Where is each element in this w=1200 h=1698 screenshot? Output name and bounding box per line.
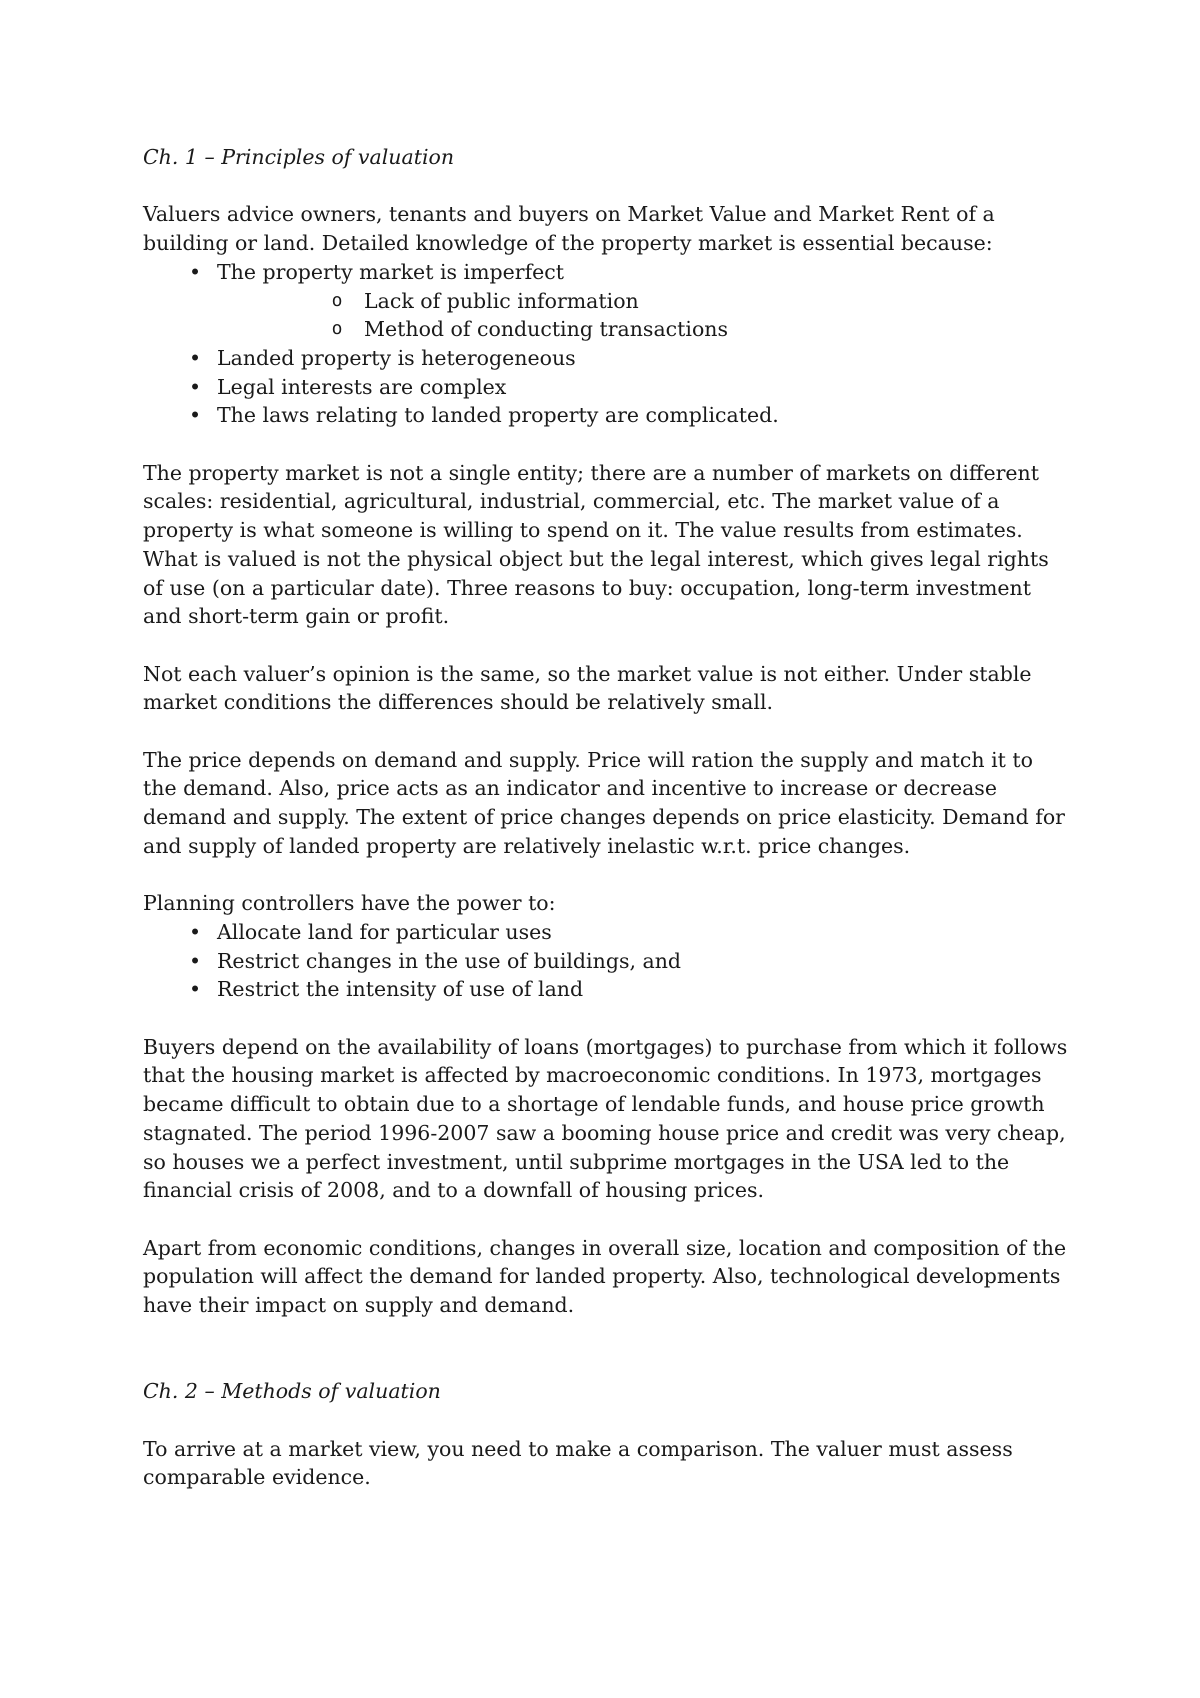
list-item xyxy=(143,975,1073,1004)
list-item-text: Legal interests are complex xyxy=(217,374,507,399)
list-item-text: The property market is imperfect xyxy=(217,259,565,284)
document-body xyxy=(143,143,1073,1492)
list-item xyxy=(143,918,1073,947)
list-item-text: Restrict the intensity of use of land xyxy=(217,977,584,1002)
list-item xyxy=(143,373,1073,402)
list-item xyxy=(143,401,1073,430)
chapter-1-title: Ch. 1 – Principles of valuation xyxy=(143,145,455,169)
sub-list-item-text: Lack of public information xyxy=(364,288,639,313)
bullet-icon: • xyxy=(188,374,202,399)
sub-list xyxy=(217,287,1073,344)
list-item xyxy=(143,344,1073,373)
planning-intro: Planning controllers have the power to: xyxy=(143,891,556,916)
opinion-paragraph: Not each valuer’s opinion is the same, so the market value is not either. Under stable market conditions the differences should be relatively small. xyxy=(143,661,1032,715)
bullet-icon: • xyxy=(188,259,202,284)
planning-list xyxy=(143,918,1073,1004)
list-item xyxy=(143,258,1073,344)
list-item-text: Landed property is heterogeneous xyxy=(217,345,576,370)
reasons-list xyxy=(143,258,1073,430)
sub-list-item-text: Method of conducting transactions xyxy=(364,317,729,342)
circle-bullet-icon: o xyxy=(331,318,343,340)
list-item xyxy=(143,947,1073,976)
market-paragraph: The property market is not a single entity; there are a number of markets on different scales: residential, agricultural, industrial, commercial, etc. The market value of a property is what someone is willing to spend on it. The value results from estimates. What is valued is not the physical object but the legal interest, which gives legal rights of use (on a particular date). Three reasons to buy: occupation, long-term investment and short-term gain or profit. xyxy=(143,460,1049,629)
population-paragraph: Apart from economic conditions, changes in overall size, location and composition of the population will affect the demand for landed property. Also, technological developments have their impact on supply and demand. xyxy=(143,1235,1067,1318)
price-paragraph: The price depends on demand and supply. Price will ration the supply and match it to the demand. Also, price acts as an indicator and incentive to increase or decrease demand and supply. The extent of price changes depends on price elasticity. Demand for and supply of landed property are relatively inelastic w.r.t. price changes. xyxy=(143,747,1065,858)
sub-list-item xyxy=(217,315,1073,344)
bullet-icon: • xyxy=(188,948,202,973)
circle-bullet-icon: o xyxy=(331,289,343,311)
bullet-icon: • xyxy=(188,345,202,370)
bullet-icon: • xyxy=(188,977,202,1002)
list-item-text: The laws relating to landed property are complicated. xyxy=(217,403,779,428)
sub-list-item xyxy=(217,287,1073,316)
list-item-text: Allocate land for particular uses xyxy=(217,919,552,944)
buyers-paragraph: Buyers depend on the availability of loans (mortgages) to purchase from which it follows that the housing market is affected by macroeconomic conditions. In 1973, mortgages became difficult to obtain due to a shortage of lendable funds, and house price growth stagnated. The period 1996-2007 saw a booming house price and credit was very cheap, so houses we a perfect investment, until subprime mortgages in the USA led to the financial crisis of 2008, and to a downfall of housing prices. xyxy=(143,1034,1068,1203)
bullet-icon: • xyxy=(188,919,202,944)
chapter-2-title: Ch. 2 – Methods of valuation xyxy=(143,1379,441,1404)
list-item-text: Restrict changes in the use of buildings, and xyxy=(217,948,682,973)
comparison-paragraph: To arrive at a market view, you need to make a comparison. The valuer must assess comparable evidence. xyxy=(143,1436,1013,1490)
intro-paragraph: Valuers advice owners, tenants and buyers on Market Value and Market Rent of a building or land. Detailed knowledge of the property market is essential because: xyxy=(143,202,995,256)
bullet-icon: • xyxy=(188,403,202,428)
